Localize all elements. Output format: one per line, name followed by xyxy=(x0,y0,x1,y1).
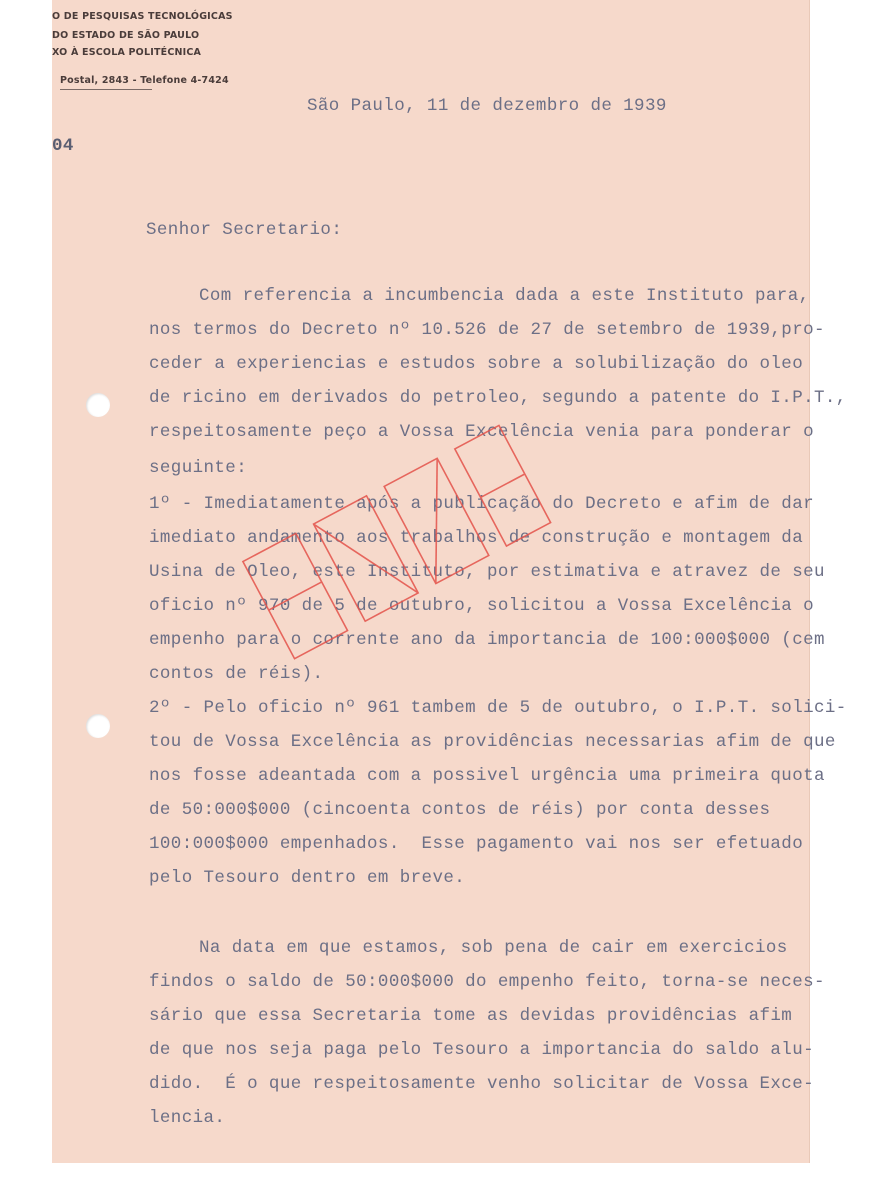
body-line: de ricino em derivados do petroleo, segundo a patente do I.P.T., xyxy=(149,388,847,408)
body-line: Usina de Oleo, este Instituto, por estimativa e atravez de seu xyxy=(149,562,825,582)
punch-hole-lower xyxy=(86,714,110,738)
body-line: 100:000$000 empenhados. Esse pagamento vai nos ser efetuado xyxy=(149,834,804,854)
body-line: seguinte: xyxy=(149,458,248,478)
body-line: dido. É o que respeitosamente venho solicitar de Vossa Exce- xyxy=(149,1074,815,1094)
body-line: nos termos do Decreto nº 10.526 de 27 de setembro de 1939,pro- xyxy=(149,320,825,340)
body-line: findos o saldo de 50:000$000 do empenho feito, torna-se neces- xyxy=(149,972,825,992)
body-line: de que nos seja paga pelo Tesouro a importancia do saldo alu- xyxy=(149,1040,815,1060)
body-line: sário que essa Secretaria tome as devidas providências afim xyxy=(149,1006,793,1026)
date-line: São Paulo, 11 de dezembro de 1939 xyxy=(307,96,667,116)
body-line: de 50:000$000 (cincoenta contos de réis) por conta desses xyxy=(149,800,771,820)
body-line: imediato andamento aos trabalhos de construção e montagem da xyxy=(149,528,804,548)
body-line: ceder a experiencias e estudos sobre a solubilização do oleo xyxy=(149,354,804,374)
body-line: lencia. xyxy=(149,1108,226,1128)
body-line: Com referencia a incumbencia dada a este Instituto para, xyxy=(199,286,810,306)
letterhead-rule xyxy=(60,89,152,90)
body-line: respeitosamente peço a Vossa Excelência venia para ponderar o xyxy=(149,422,815,442)
body-line: empenho para o corrente ano da importancia de 100:000$000 (cem xyxy=(149,630,825,650)
reference-mark: 04 xyxy=(52,136,74,156)
body-line: Na data em que estamos, sob pena de cair em exercicios xyxy=(199,938,788,958)
punch-hole-upper xyxy=(86,393,110,417)
body-line: oficio nº 970 de 5 de outubro, solicitou a Vossa Excelência o xyxy=(149,596,815,616)
letterhead-line-2: DO ESTADO DE SÃO PAULO xyxy=(52,30,200,41)
letterhead-line-4: Postal, 2843 - Telefone 4-7424 xyxy=(60,75,229,86)
salutation: Senhor Secretario: xyxy=(146,220,343,240)
letterhead-line-3: XO À ESCOLA POLITÉCNICA xyxy=(52,47,202,58)
body-line: pelo Tesouro dentro em breve. xyxy=(149,868,466,888)
body-line: 1º - Imediatamente após a publicação do Decreto e afim de dar xyxy=(149,494,815,514)
letterhead-line-1: O DE PESQUISAS TECNOLÓGICAS xyxy=(52,11,233,22)
body-line: tou de Vossa Excelência as providências necessarias afim de que xyxy=(149,732,836,752)
body-line: contos de réis). xyxy=(149,664,324,684)
body-line: nos fosse adeantada com a possivel urgência uma primeira quota xyxy=(149,766,825,786)
body-line: 2º - Pelo oficio nº 961 tambem de 5 de outubro, o I.P.T. solici- xyxy=(149,698,847,718)
